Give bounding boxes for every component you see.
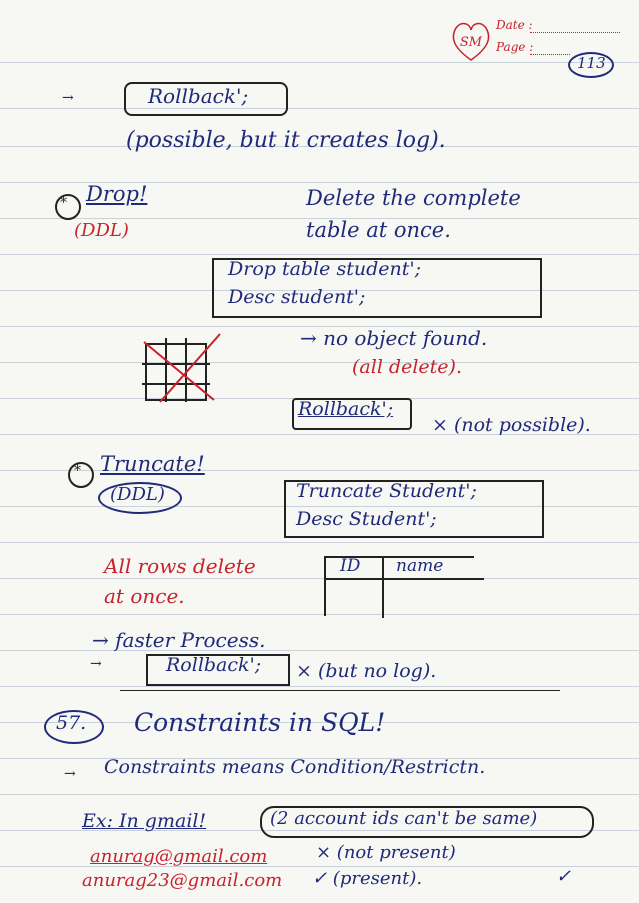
truncate-rollback-note: × (but no log). xyxy=(296,660,437,682)
sample-table-vline xyxy=(382,556,384,618)
section-title: Constraints in SQL! xyxy=(134,708,386,737)
drop-result: → no object found. xyxy=(300,326,488,350)
example-note: (2 account ids can't be same) xyxy=(270,808,538,829)
date-line xyxy=(530,32,620,33)
brand-logo xyxy=(448,18,494,64)
truncate-red-1: All rows delete xyxy=(104,554,256,578)
table-col-id: ID xyxy=(340,556,361,576)
truncate-red-2: at once. xyxy=(104,584,185,608)
arrow-mark: → xyxy=(62,90,74,106)
svg-text:SM: SM xyxy=(459,35,483,50)
drop-cmd-2: Desc student'; xyxy=(228,286,366,308)
email-2-note: ✓ (present). xyxy=(312,868,423,889)
drop-result-2: (all delete). xyxy=(352,356,462,378)
truncate-title: Truncate! xyxy=(100,452,205,476)
bullet-star-1 xyxy=(55,194,81,220)
drop-desc-1: Delete the complete xyxy=(306,186,521,210)
drop-rollback: Rollback'; xyxy=(298,398,394,420)
divider-line xyxy=(120,690,560,691)
truncate-rollback: Rollback'; xyxy=(166,654,262,676)
page-number: 113 xyxy=(577,54,606,72)
star-icon-2: * xyxy=(74,463,81,479)
arrow-mark-2: → xyxy=(90,656,102,672)
email-1: anurag@gmail.com xyxy=(90,846,268,867)
star-icon-1: * xyxy=(60,195,67,211)
checkmark-icon: ✓ xyxy=(556,866,572,887)
rollback-text-1: Rollback'; xyxy=(148,84,249,108)
arrow-mark-3: → xyxy=(64,766,76,782)
rollback-possible: (possible, but it creates log). xyxy=(126,128,446,153)
truncate-cmd-2: Desc Student'; xyxy=(296,508,437,530)
drop-ddl: (DDL) xyxy=(74,220,129,241)
page-line xyxy=(530,54,570,55)
drop-cmd-1: Drop table student'; xyxy=(228,258,421,280)
page-label: Page : xyxy=(496,40,534,54)
constraint-definition: Constraints means Condition/Restrictn. xyxy=(104,756,486,778)
date-label: Date : xyxy=(496,18,533,32)
truncate-ddl: (DDL) xyxy=(110,484,165,505)
sample-table-hline xyxy=(324,578,484,580)
crossed-table-icon xyxy=(138,330,228,408)
example-label: Ex: In gmail! xyxy=(82,810,207,832)
faster-process: → faster Process. xyxy=(92,628,266,652)
truncate-cmd-1: Truncate Student'; xyxy=(296,480,477,502)
email-2: anurag23@gmail.com xyxy=(82,870,283,891)
email-1-note: × (not present) xyxy=(316,842,456,863)
drop-title: Drop! xyxy=(86,182,148,206)
drop-desc-2: table at once. xyxy=(306,218,451,242)
section-number: 57. xyxy=(56,712,87,734)
drop-rollback-note: × (not possible). xyxy=(432,414,591,436)
bullet-star-2 xyxy=(68,462,94,488)
table-col-name: name xyxy=(396,556,444,576)
